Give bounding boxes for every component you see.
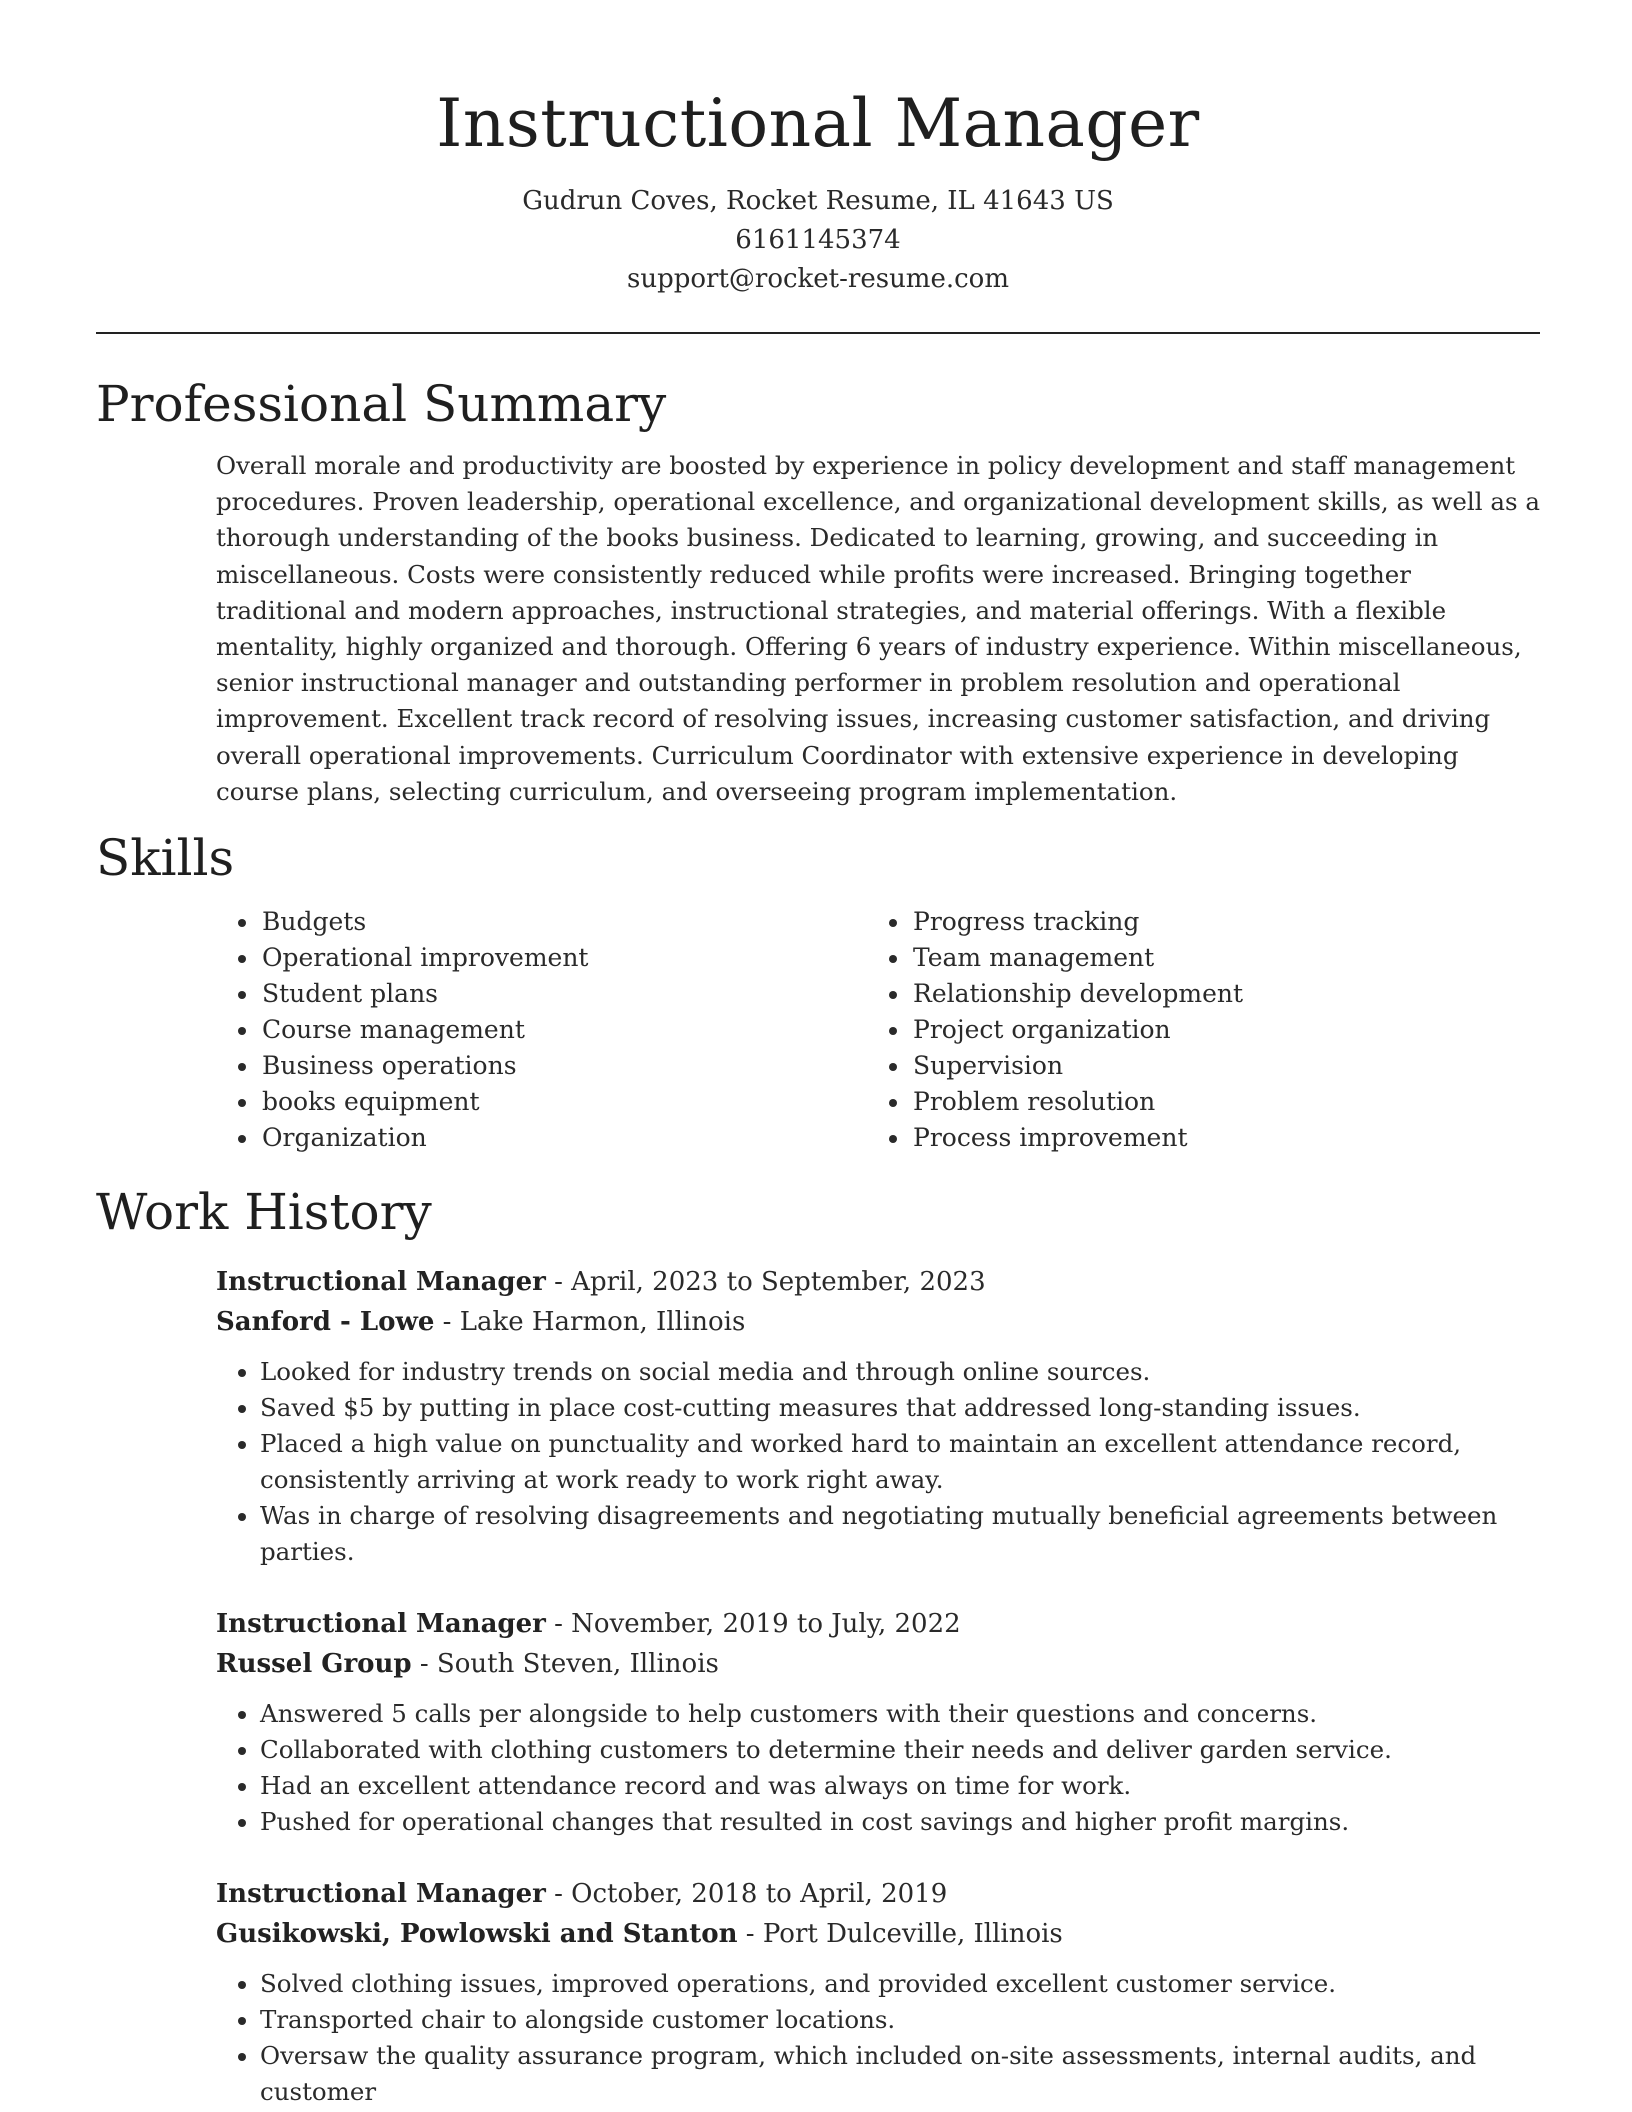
job-location: - South Steven, Illinois bbox=[411, 1648, 719, 1679]
job-dates: - November, 2019 to July, 2022 bbox=[545, 1608, 961, 1639]
job-bullet: • Placed a high value on punctuality and worked hard to maintain an excellent attendance record, consistently arriving at work ready to work right away. bbox=[260, 1426, 1542, 1498]
job-bullet: • Pushed for operational changes that resulted in cost savings and higher profit margins. bbox=[260, 1804, 1542, 1840]
job-entry bbox=[216, 1262, 1542, 1570]
job-entry bbox=[216, 1604, 1542, 1840]
skill-item: • Relationship development bbox=[911, 976, 1518, 1012]
skills-heading: Skills bbox=[96, 828, 235, 887]
work-history-heading: Work History bbox=[96, 1182, 432, 1241]
skills-column-right bbox=[867, 904, 1518, 1156]
job-bullets bbox=[216, 1696, 1542, 1840]
job-bullet: • Was in charge of resolving disagreements and negotiating mutually beneficial agreements between parties. bbox=[260, 1498, 1542, 1570]
skill-item: • Supervision bbox=[911, 1048, 1518, 1084]
job-dates: - April, 2023 to September, 2023 bbox=[545, 1266, 986, 1297]
job-title-line bbox=[216, 1604, 1542, 1644]
skill-item: • Course management bbox=[260, 1012, 867, 1048]
summary-text: Overall morale and productivity are boosted by experience in policy development and staff management procedures. Proven leadership, operational excellence, and organizational development skills, as well as a thorough understanding of the books business. Dedicated to learning, growing, and succeeding in miscellaneous. Costs were consistently reduced while profits were increased. Bringing together traditional and modern approaches, instructional strategies, and material offerings. With a flexible mentality, highly organized and thorough. Offering 6 years of industry experience. Within miscellaneous, senior instructional manager and outstanding performer in problem resolution and operational improvement. Excellent track record of resolving issues, increasing customer satisfaction, and driving overall operational improvements. Curriculum Coordinator with extensive experience in developing course plans, selecting curriculum, and overseeing program implementation. bbox=[216, 450, 1540, 806]
resume-page bbox=[96, 0, 1540, 2110]
job-company-line bbox=[216, 1644, 1542, 1684]
job-entry bbox=[216, 1874, 1542, 2110]
header-divider bbox=[96, 332, 1540, 334]
job-role: Instructional Manager bbox=[216, 1266, 546, 1297]
job-bullet: • Answered 5 calls per alongside to help customers with their questions and concerns. bbox=[260, 1696, 1542, 1732]
skill-item: • Organization bbox=[260, 1120, 867, 1156]
skill-item: • Project organization bbox=[911, 1012, 1518, 1048]
job-company: Russel Group bbox=[216, 1648, 412, 1679]
skill-item: • Budgets bbox=[260, 904, 867, 940]
skill-item: • books equipment bbox=[260, 1084, 867, 1120]
job-bullet: • Saved $5 by putting in place cost-cutting measures that addressed long-standing issues. bbox=[260, 1390, 1542, 1426]
job-role: Instructional Manager bbox=[216, 1878, 546, 1909]
job-title-line bbox=[216, 1262, 1542, 1302]
candidate-name: Instructional Manager bbox=[436, 85, 1200, 162]
job-bullet: • Collaborated with clothing customers to determine their needs and deliver garden service. bbox=[260, 1732, 1542, 1768]
skill-item: • Operational improvement bbox=[260, 940, 867, 976]
skill-item: • Team management bbox=[911, 940, 1518, 976]
job-bullet: • Solved clothing issues, improved operations, and provided excellent customer service. bbox=[260, 1966, 1542, 2002]
skill-item: • Student plans bbox=[260, 976, 867, 1012]
job-bullets bbox=[216, 1354, 1542, 1570]
job-bullet: • Had an excellent attendance record and was always on time for work. bbox=[260, 1768, 1542, 1804]
skills-list bbox=[216, 904, 1540, 1156]
contact-block bbox=[96, 182, 1540, 299]
contact-phone: 6161145374 bbox=[735, 224, 901, 255]
job-title-line bbox=[216, 1874, 1542, 1914]
job-dates: - October, 2018 to April, 2019 bbox=[545, 1878, 948, 1909]
job-company-line bbox=[216, 1914, 1542, 1954]
job-bullet: • Transported chair to alongside customer locations. bbox=[260, 2002, 1542, 2038]
job-bullet: • Looked for industry trends on social media and through online sources. bbox=[260, 1354, 1542, 1390]
skills-column-left bbox=[216, 904, 867, 1156]
job-location: - Port Dulceville, Illinois bbox=[737, 1918, 1063, 1949]
job-bullets bbox=[216, 1966, 1542, 2110]
job-company: Gusikowski, Powlowski and Stanton bbox=[216, 1918, 738, 1949]
resume-header bbox=[96, 0, 1540, 299]
job-company: Sanford - Lowe bbox=[216, 1306, 435, 1337]
job-location: - Lake Harmon, Illinois bbox=[434, 1306, 746, 1337]
skill-item: • Process improvement bbox=[911, 1120, 1518, 1156]
summary-heading: Professional Summary bbox=[96, 374, 667, 433]
contact-email: support@rocket-resume.com bbox=[626, 263, 1009, 294]
skill-item: • Problem resolution bbox=[911, 1084, 1518, 1120]
skill-item: • Progress tracking bbox=[911, 904, 1518, 940]
contact-address: Gudrun Coves, Rocket Resume, IL 41643 US bbox=[522, 185, 1114, 216]
job-company-line bbox=[216, 1302, 1542, 1342]
job-role: Instructional Manager bbox=[216, 1608, 546, 1639]
skill-item: • Business operations bbox=[260, 1048, 867, 1084]
job-bullet: • Oversaw the quality assurance program, which included on-site assessments, internal audits, and customer bbox=[260, 2038, 1542, 2110]
